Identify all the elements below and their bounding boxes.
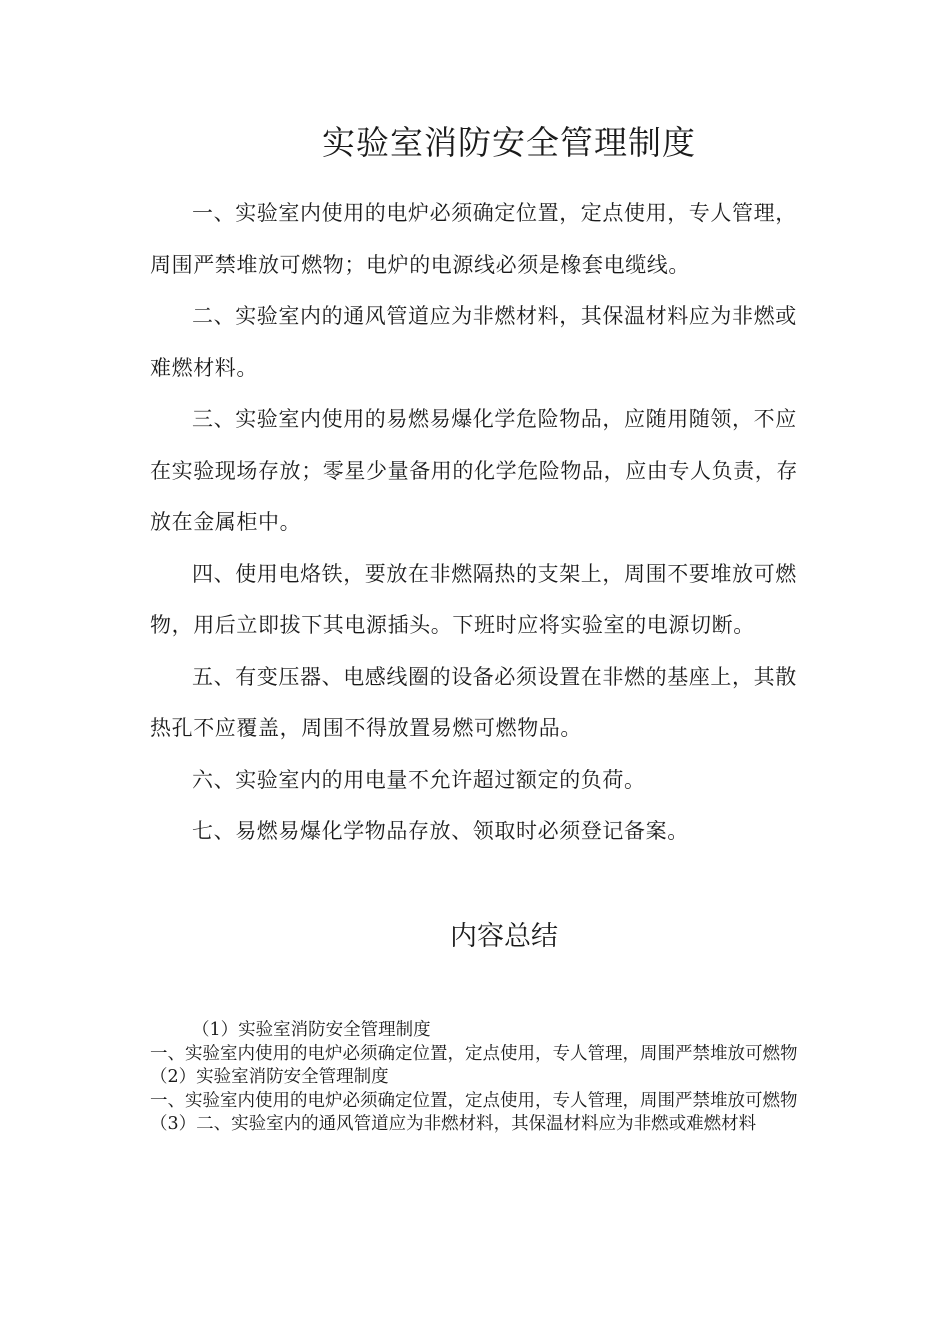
paragraph-3: 三、实验室内使用的易燃易爆化学危险物品，应随用随领，不应在实验现场存放；零星少量备用的化学危险物品，应由专人负责，存放在金属柜中。 — [150, 407, 798, 534]
paragraph-7: 七、易燃易爆化学物品存放、领取时必须登记备案。 — [192, 819, 689, 843]
summary-title: 内容总结 — [450, 921, 558, 952]
paragraph-6: 六、实验室内的用电量不允许超过额定的负荷。 — [192, 767, 646, 792]
summary-item-3: （2）实验室消防安全管理制度 — [150, 1067, 389, 1087]
paragraph-5: 五、有变压器、电感线圈的设备必须设置在非燃的基座上，其散热孔不应覆盖，周围不得放置易燃可燃物品。 — [150, 664, 797, 740]
summary-item-5: （3）二、实验室内的通风管道应为非燃材料，其保温材料应为非燃或难燃材料 — [150, 1114, 757, 1134]
summary-item-2: 一、实验室内使用的电炉必须确定位置，定点使用，专人管理，周围严禁堆放可燃物 — [150, 1043, 798, 1064]
summary-item-4: 一、实验室内使用的电炉必须确定位置，定点使用，专人管理，周围严禁堆放可燃物 — [150, 1090, 798, 1111]
document-body — [150, 188, 805, 858]
summary-item-1: （1）实验室消防安全管理制度 — [192, 1020, 431, 1040]
paragraph-4: 四、使用电烙铁，要放在非燃隔热的支架上，周围不要堆放可燃物，用后立即拔下其电源插头。下班时应将实验室的电源切断。 — [150, 561, 797, 637]
summary-list — [150, 1019, 800, 1137]
paragraph-1: 一、实验室内使用的电炉必须确定位置，定点使用，专人管理，周围严禁堆放可燃物；电炉的电源线必须是橡套电缆线。 — [150, 201, 797, 277]
document-title: 实验室消防安全管理制度 — [322, 123, 696, 162]
paragraph-2: 二、实验室内的通风管道应为非燃材料，其保温材料应为非燃或难燃材料。 — [150, 304, 797, 380]
